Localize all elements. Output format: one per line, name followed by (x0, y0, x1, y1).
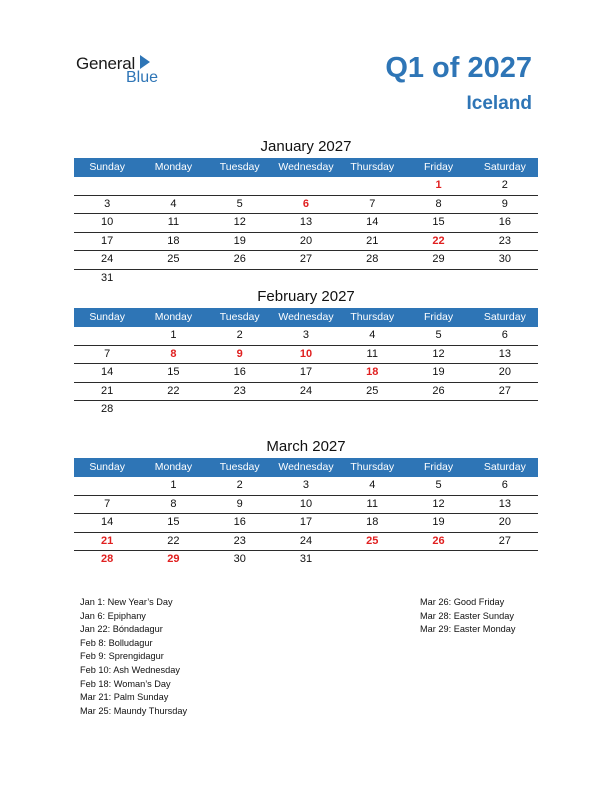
day-cell: 11 (167, 216, 180, 228)
week-row (74, 270, 538, 288)
empty-day-cell (405, 401, 471, 419)
day-cell: 24 (299, 534, 313, 547)
day-cell: 8 (435, 197, 442, 210)
empty-day-cell (140, 177, 206, 195)
week-row (74, 496, 538, 515)
holiday-item: Mar 26: Good Friday (420, 597, 505, 607)
weekday-label: Wednesday (278, 461, 334, 473)
holiday-item: Feb 8: Bolludagur (80, 637, 153, 648)
day-cell: 17 (101, 234, 114, 247)
holiday-list-left (80, 596, 187, 718)
day-cell: 3 (104, 197, 111, 210)
day-cell: 18 (167, 234, 180, 247)
holiday-item: Feb 10: Ash Wednesday (80, 664, 180, 675)
day-cell: 22 (432, 234, 445, 247)
page-title: Q1 of 2027 (385, 52, 532, 84)
holiday-list-right (420, 596, 516, 637)
logo-flag-icon (140, 55, 150, 69)
weekday-label: Wednesday (278, 311, 334, 323)
empty-day-cell (339, 270, 405, 288)
month-title: March 2027 (266, 438, 346, 455)
logo (76, 54, 176, 88)
day-cell: 14 (101, 366, 114, 378)
weekday-label: Friday (423, 311, 454, 323)
weekday-label: Wednesday (278, 161, 334, 173)
week-row (74, 551, 538, 569)
country-title: Iceland (466, 93, 532, 114)
day-cell: 23 (233, 384, 246, 397)
day-cell: 11 (366, 497, 378, 510)
day-cell: 19 (233, 234, 246, 247)
weekday-label: Saturday (483, 311, 526, 323)
day-cell: 5 (435, 329, 442, 341)
weekday-label: Monday (154, 461, 193, 473)
weekday-label: Thursday (350, 461, 395, 473)
week-row (74, 401, 538, 419)
day-cell: 17 (299, 516, 313, 528)
day-cell: 9 (501, 197, 508, 210)
day-cell: 12 (432, 497, 445, 510)
day-cell: 7 (104, 497, 111, 510)
day-cell: 24 (101, 253, 114, 265)
empty-day-cell (273, 270, 339, 288)
day-cell: 6 (302, 197, 310, 210)
day-cell: 21 (101, 534, 114, 547)
empty-day-cell (74, 327, 140, 345)
day-cell: 6 (501, 479, 508, 491)
weekday-header (74, 158, 538, 177)
day-cell: 31 (101, 271, 114, 284)
empty-day-cell (140, 401, 206, 419)
day-cell: 4 (369, 479, 376, 491)
empty-day-cell (207, 270, 273, 288)
day-cell: 8 (170, 497, 177, 510)
day-cell: 2 (236, 329, 243, 341)
weekday-label: Saturday (483, 161, 526, 173)
day-cell: 3 (302, 479, 310, 491)
day-cell: 26 (432, 384, 445, 397)
weekday-label: Monday (154, 311, 193, 323)
empty-day-cell (74, 477, 140, 495)
day-cell: 1 (170, 479, 177, 491)
weekday-label: Sunday (89, 161, 125, 173)
weekday-label: Sunday (89, 461, 125, 473)
weekday-label: Tuesday (219, 311, 260, 323)
day-cell: 15 (432, 216, 445, 228)
day-cell: 27 (498, 534, 511, 547)
day-cell: 7 (369, 197, 376, 210)
weekday-label: Saturday (483, 461, 526, 473)
day-cell: 8 (170, 347, 177, 360)
day-cell: 20 (498, 516, 511, 528)
day-cell: 25 (366, 384, 379, 397)
weekday-label: Sunday (89, 311, 125, 323)
day-cell: 23 (498, 234, 511, 247)
day-cell: 31 (299, 553, 313, 565)
month-title: January 2027 (260, 138, 352, 155)
day-cell: 13 (498, 347, 511, 360)
day-cell: 5 (236, 197, 243, 210)
day-cell: 21 (101, 384, 114, 397)
month-title: February 2027 (257, 288, 355, 305)
day-cell: 14 (366, 216, 379, 228)
day-cell: 4 (170, 197, 177, 210)
empty-day-cell (207, 401, 273, 419)
holiday-item: Feb 9: Sprengidagur (80, 651, 164, 662)
week-row (74, 251, 538, 270)
day-cell: 22 (167, 534, 180, 547)
day-cell: 26 (233, 253, 246, 265)
day-cell: 29 (432, 253, 445, 265)
day-cell: 9 (236, 497, 243, 510)
day-cell: 30 (233, 553, 246, 565)
day-cell: 11 (366, 347, 378, 360)
day-cell: 13 (299, 216, 313, 228)
holiday-item: Mar 29: Easter Monday (420, 624, 516, 635)
day-cell: 9 (236, 347, 243, 360)
day-cell: 26 (432, 534, 445, 547)
day-cell: 1 (435, 179, 442, 191)
day-cell: 29 (167, 553, 180, 565)
day-cell: 21 (366, 234, 379, 247)
day-cell: 18 (366, 516, 379, 528)
empty-day-cell (472, 401, 538, 419)
day-cell: 19 (432, 516, 445, 528)
day-cell: 12 (432, 347, 445, 360)
weekday-label: Thursday (350, 311, 395, 323)
week-row (74, 477, 538, 496)
empty-day-cell (472, 270, 538, 288)
weekday-label: Thursday (350, 161, 395, 173)
week-row (74, 177, 538, 196)
empty-day-cell (339, 401, 405, 419)
day-cell: 10 (299, 347, 313, 360)
day-cell: 22 (167, 384, 180, 397)
day-cell: 23 (233, 534, 246, 547)
day-cell: 16 (233, 366, 246, 378)
day-cell: 15 (167, 516, 180, 528)
week-row (74, 214, 538, 233)
holiday-item: Jan 22: Bóndadagur (80, 624, 163, 635)
day-cell: 2 (236, 479, 243, 491)
day-cell: 6 (501, 329, 508, 341)
week-row (74, 383, 538, 402)
day-cell: 5 (435, 479, 442, 491)
holiday-item: Mar 28: Easter Sunday (420, 610, 514, 621)
empty-day-cell (74, 177, 140, 195)
empty-day-cell (339, 177, 405, 195)
weekday-label: Tuesday (219, 161, 260, 173)
day-cell: 14 (101, 516, 114, 528)
week-row (74, 533, 538, 552)
day-cell: 1 (170, 329, 177, 341)
holiday-item: Jan 1: New Year’s Day (80, 597, 173, 607)
day-cell: 19 (432, 366, 445, 378)
empty-day-cell (405, 270, 471, 288)
empty-day-cell (405, 551, 471, 569)
day-cell: 10 (299, 497, 313, 510)
weekday-label: Tuesday (219, 461, 260, 473)
day-cell: 25 (366, 534, 379, 547)
day-cell: 16 (233, 516, 246, 528)
weekday-label: Monday (154, 161, 193, 173)
day-cell: 27 (299, 253, 313, 265)
day-cell: 13 (498, 497, 511, 510)
day-cell: 20 (498, 366, 511, 378)
holiday-item: Feb 18: Woman’s Day (80, 678, 171, 689)
day-cell: 4 (369, 329, 376, 341)
day-cell: 28 (366, 253, 379, 265)
day-cell: 27 (498, 384, 511, 397)
day-cell: 18 (366, 366, 379, 378)
holiday-item: Mar 21: Palm Sunday (80, 692, 169, 703)
day-cell: 28 (101, 553, 114, 565)
logo-text-general: General (76, 54, 136, 73)
weekday-label: Friday (423, 161, 454, 173)
weekday-label: Friday (423, 461, 454, 473)
day-cell: 10 (101, 216, 114, 228)
empty-day-cell (140, 270, 206, 288)
day-cell: 17 (299, 366, 313, 378)
day-cell: 15 (167, 366, 180, 378)
holiday-item: Mar 25: Maundy Thursday (80, 705, 188, 716)
day-cell: 7 (104, 347, 111, 360)
day-cell: 25 (167, 253, 180, 265)
weekday-header (74, 458, 538, 477)
holiday-item: Jan 6: Epiphany (80, 610, 146, 621)
week-row (74, 196, 538, 215)
week-row (74, 233, 538, 252)
weekday-header (74, 308, 538, 327)
day-cell: 28 (101, 403, 114, 415)
month-march (74, 436, 538, 569)
day-cell: 24 (299, 384, 313, 397)
month-january (74, 136, 538, 287)
empty-day-cell (273, 401, 339, 419)
day-cell: 16 (498, 216, 511, 228)
day-cell: 30 (498, 253, 511, 265)
day-cell: 3 (302, 329, 310, 341)
empty-day-cell (207, 177, 273, 195)
logo-text-blue: Blue (126, 69, 159, 86)
empty-day-cell (472, 551, 538, 569)
day-cell: 20 (299, 234, 313, 247)
week-row (74, 514, 538, 533)
week-row (74, 327, 538, 346)
empty-day-cell (273, 177, 339, 195)
empty-day-cell (339, 551, 405, 569)
day-cell: 12 (233, 216, 246, 228)
week-row (74, 346, 538, 365)
day-cell: 2 (501, 179, 508, 191)
month-february (74, 286, 538, 419)
week-row (74, 364, 538, 383)
